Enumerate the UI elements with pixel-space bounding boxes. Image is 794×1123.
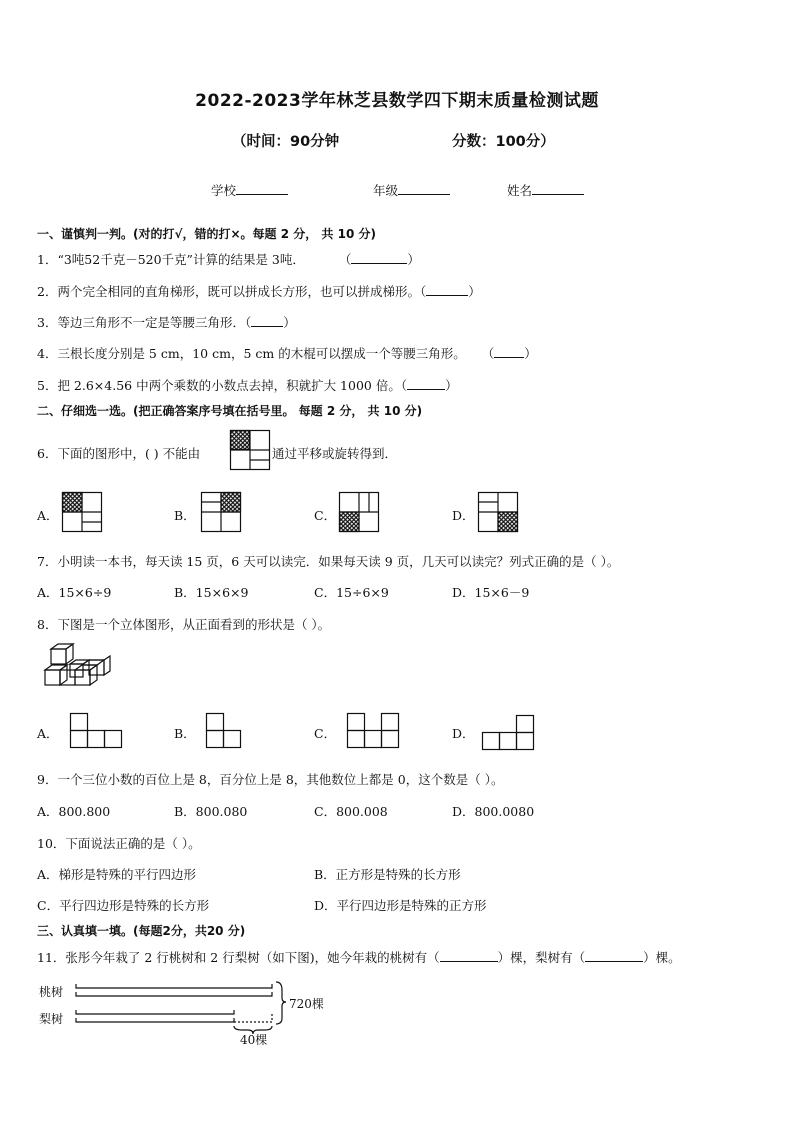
question-5-text: 5．把 2.6×4.56 中两个乘数的小数点去掉，积就扩大 1000 倍。 xyxy=(37,378,401,393)
peach-row-1-line xyxy=(76,984,272,988)
q7-option-a[interactable]: A．15×6÷9 xyxy=(37,585,112,600)
bracket-open: （ xyxy=(338,252,352,267)
q10-option-c[interactable]: C．平行四边形是特殊的长方形 xyxy=(37,898,210,913)
question-1 xyxy=(37,250,420,268)
bracket-open: （ xyxy=(481,346,495,361)
answer-bracket-3[interactable] xyxy=(245,315,296,330)
grade-field[interactable] xyxy=(373,181,450,199)
q10-option-d[interactable]: D．平行四边形是特殊的正方形 xyxy=(314,898,487,913)
bracket-close: ） xyxy=(445,378,458,393)
answer-bracket-5[interactable] xyxy=(401,378,458,393)
peach-count-blank[interactable] xyxy=(440,950,498,962)
question-5 xyxy=(37,376,458,394)
q8-solid-figure xyxy=(44,645,110,695)
q8-option-d-figure[interactable] xyxy=(482,715,534,750)
q6-option-b-figure[interactable] xyxy=(201,492,241,532)
time-label: （时间：90分钟 xyxy=(232,134,340,150)
bracket-close: ） xyxy=(283,315,296,330)
school-field[interactable] xyxy=(211,181,288,199)
score-label: 分数：100分） xyxy=(452,134,555,150)
grade-label: 年级 xyxy=(373,183,399,198)
question-11-text-c: ）棵。 xyxy=(643,950,681,965)
q6-option-d-label[interactable]: D． xyxy=(452,508,475,523)
q9-option-a[interactable]: A．800.800 xyxy=(37,804,111,819)
q7-option-d[interactable]: D．15×6－9 xyxy=(452,585,530,600)
q8-option-a-label[interactable]: A． xyxy=(37,726,59,741)
question-11-text-a: 11．张彤今年栽了 2 行桃树和 2 行梨树（如下图)，她今年栽的桃树有（ xyxy=(37,950,440,965)
bracket-open: （ xyxy=(244,315,252,330)
answer-blank[interactable] xyxy=(407,378,445,390)
question-4-text: 4．三根长度分别是 5 cm，10 cm，5 cm 的木棍可以摆成一个等腰三角形。 xyxy=(37,346,466,361)
answer-blank[interactable] xyxy=(426,284,468,296)
q8-option-a-figure[interactable] xyxy=(70,713,122,748)
q10-option-b[interactable]: B．正方形是特殊的长方形 xyxy=(314,867,461,882)
question-1-text: 1．“3吨52千克－520千克”计算的结果是 3吨． xyxy=(37,252,305,267)
answer-bracket-4[interactable] xyxy=(482,346,537,361)
total-brace xyxy=(276,982,286,1024)
q6-option-b-label[interactable]: B． xyxy=(174,508,196,523)
section-1-heading: 一、谨慎判一判。(对的打√，错的打×。每题 2 分， 共 10 分) xyxy=(37,227,376,241)
name-field[interactable] xyxy=(507,181,584,199)
answer-blank[interactable] xyxy=(351,252,407,264)
question-6-text-a: 6．下面的图形中，( ) 不能由 xyxy=(37,446,201,461)
section-3-heading: 三、认真填一填。(每题2分，共20 分) xyxy=(37,924,246,938)
answer-blank[interactable] xyxy=(494,346,524,358)
bracket-open: （ xyxy=(400,378,408,393)
q6-option-c-figure[interactable] xyxy=(339,492,379,532)
diff-label: 40棵 xyxy=(240,1033,268,1047)
question-4 xyxy=(37,344,537,362)
question-7: 7．小明读一本书，每天读 15 页，6 天可以读完．如果每天读 9 页，几天可以读完？列式正确的是（ ）。 xyxy=(37,554,620,569)
question-2-text: 2．两个完全相同的直角梯形，既可以拼成长方形，也可以拼成梯形。 xyxy=(37,284,420,299)
question-11-text-b: ）棵，梨树有（ xyxy=(497,950,586,965)
question-10: 10．下面说法正确的是（ ）。 xyxy=(37,836,201,851)
bracket-close: ） xyxy=(524,346,537,361)
pear-row-1-line xyxy=(76,1010,234,1014)
question-2 xyxy=(37,282,481,300)
pear-label: 梨树 xyxy=(39,1012,64,1026)
q6-option-a-figure[interactable] xyxy=(62,492,102,532)
name-label: 姓名 xyxy=(507,183,533,198)
school-blank[interactable] xyxy=(236,183,288,195)
question-3 xyxy=(37,313,296,331)
q10-option-a[interactable]: A．梯形是特殊的平行四边形 xyxy=(37,867,197,882)
section-2-heading: 二、仔细选一选。(把正确答案序号填在括号里。 每题 2 分， 共 10 分) xyxy=(37,404,423,418)
q8-option-d-label[interactable]: D． xyxy=(452,726,475,741)
total-label: 720棵 xyxy=(289,997,324,1011)
question-8: 8．下图是一个立体图形，从正面看到的形状是（ ）。 xyxy=(37,617,331,632)
question-9: 9．一个三位小数的百位上是 8，百分位上是 8，其他数位上都是 0，这个数是（ ）。 xyxy=(37,772,504,787)
q8-option-b-label[interactable]: B． xyxy=(174,726,196,741)
q7-option-c[interactable]: C．15÷6×9 xyxy=(314,585,389,600)
bracket-close: ） xyxy=(468,284,481,299)
q11-line-diagram xyxy=(72,980,342,1050)
bracket-open: （ xyxy=(419,284,427,299)
q6-option-a-label[interactable]: A． xyxy=(37,508,59,523)
bracket-close: ） xyxy=(407,252,420,267)
question-11 xyxy=(37,948,681,966)
question-3-text: 3．等边三角形不一定是等腰三角形． xyxy=(37,315,245,330)
pear-row-2-line xyxy=(76,1018,234,1022)
q8-option-c-figure[interactable] xyxy=(347,713,399,748)
q6-reference-figure xyxy=(230,430,270,470)
name-blank[interactable] xyxy=(532,183,584,195)
answer-blank[interactable] xyxy=(251,315,283,327)
answer-bracket-1[interactable] xyxy=(339,252,420,267)
page-title: 2022-2023学年林芝县数学四下期末质量检测试题 xyxy=(195,91,599,111)
q9-option-c[interactable]: C．800.008 xyxy=(314,804,388,819)
answer-bracket-2[interactable] xyxy=(420,284,481,299)
q7-option-b[interactable]: B．15×6×9 xyxy=(174,585,249,600)
question-6-text-b: 通过平移或旋转得到． xyxy=(272,446,398,461)
q9-option-d[interactable]: D．800.0080 xyxy=(452,804,535,819)
q6-option-c-label[interactable]: C． xyxy=(314,508,337,523)
q9-option-b[interactable]: B．800.080 xyxy=(174,804,248,819)
grade-blank[interactable] xyxy=(398,183,450,195)
peach-row-2-line xyxy=(76,992,272,996)
q8-option-b-figure[interactable] xyxy=(206,713,241,748)
school-label: 学校 xyxy=(211,183,237,198)
q6-option-d-figure[interactable] xyxy=(478,492,518,532)
peach-label: 桃树 xyxy=(39,985,64,999)
q8-option-c-label[interactable]: C． xyxy=(314,726,337,741)
pear-count-blank[interactable] xyxy=(585,950,643,962)
